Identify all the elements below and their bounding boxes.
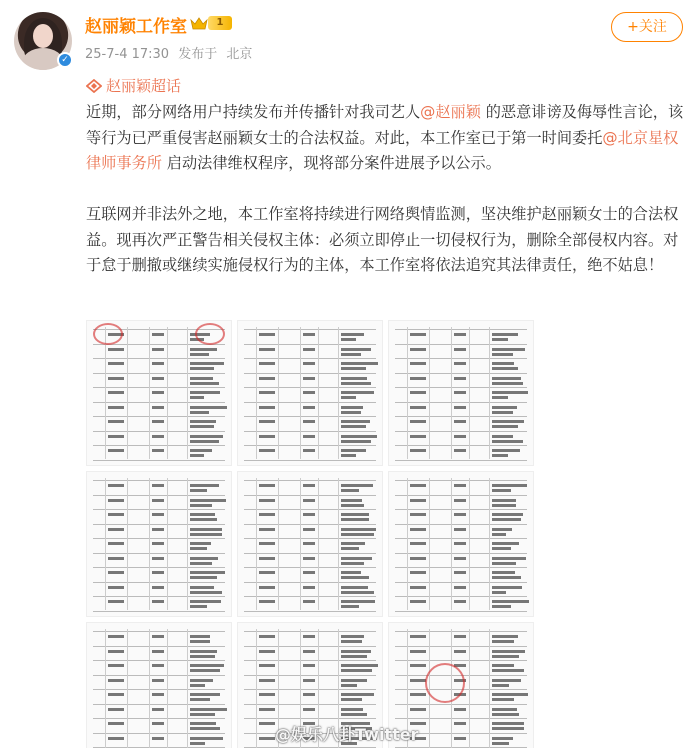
document-image-3[interactable] [388,320,534,466]
mention-zhaoliying[interactable]: @赵丽颖 [420,103,481,121]
document-image-5[interactable] [237,471,383,617]
follow-button[interactable]: +关注 [611,12,683,42]
watermark: @娱乐八卦Twitter [275,725,419,744]
para1-text-3: 启动法律维权程序，现将部分案件进展予以公示。 [161,154,501,172]
verified-icon: ✓ [57,52,73,68]
vip-icon [189,15,209,31]
topic-icon [86,79,102,93]
paragraph-2: 互联网并非法外之地，本工作室将持续进行网络舆情监测，坚决维护赵丽颖女士的合法权益。现再次严正警告相关侵权主体：必须立即停止一切侵权行为，删除全部侵权内容。对于怠于删撤或继续实施侵权行为的主体，本工作室将依法追究其法律责任，绝不姑息！ [86,205,679,274]
topic-link[interactable] [86,75,181,96]
post-location: 北京 [226,47,253,62]
author-name[interactable]: 赵丽颖工作室 [85,17,187,37]
post-header [0,0,697,72]
mention-law-firm[interactable]: @北京星权律师事务所 [86,128,679,172]
topic-label: 赵丽颖超话 [106,77,182,95]
document-image-6[interactable] [388,471,534,617]
document-image-1[interactable] [86,320,232,466]
paragraph-1 [86,100,686,177]
post-date[interactable]: 25-7-4 17:30 [85,47,170,62]
document-image-4[interactable] [86,471,232,617]
document-image-2[interactable] [237,320,383,466]
level-badge: 1 [208,16,232,30]
para1-text-1: 近期，部分网络用户持续发布并传播针对我司艺人 [86,103,421,121]
document-image-7[interactable] [86,622,232,748]
post-content [86,100,686,304]
para1-text-2: 的恶意诽谤及侮辱性言论，该等行为已严重侵害赵丽颖女士的合法权益。对此，本工作室已于第一时间委托 [86,103,684,147]
post-meta [85,43,257,62]
post-source-prefix: 发布于 [178,47,218,62]
